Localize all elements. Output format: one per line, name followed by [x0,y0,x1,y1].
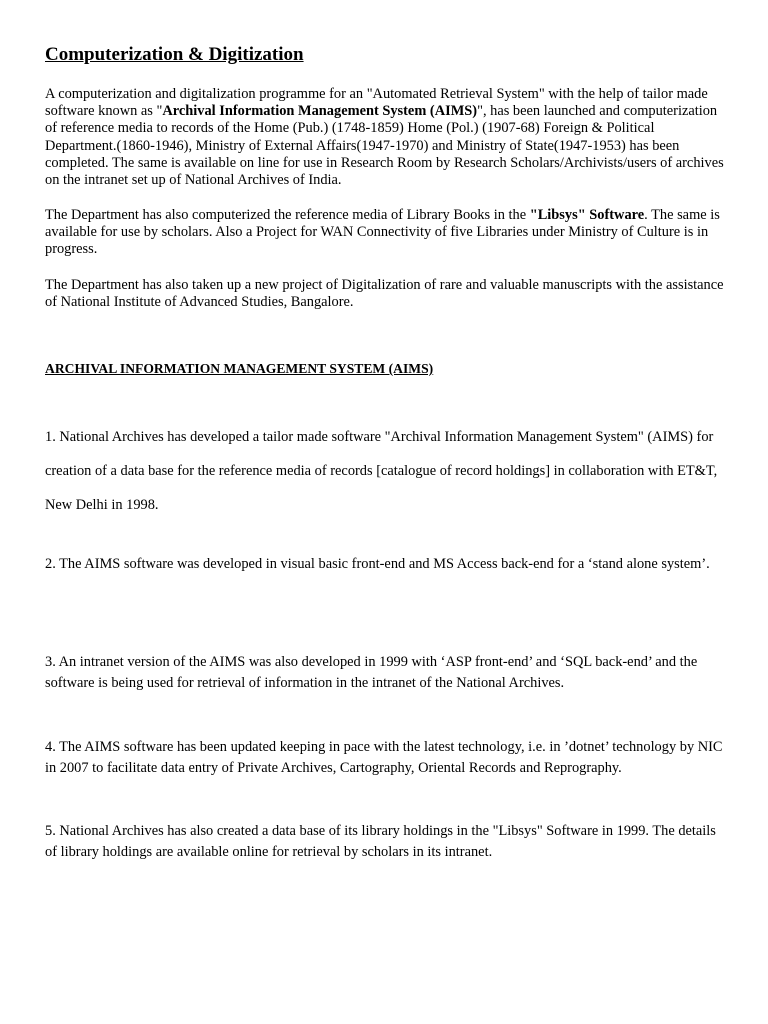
intro-paragraph-1-text-a: A computerization and digitalization programme for an "Automated Retrieval System" with the help of tailor made software known as " [45,86,708,120]
list-item-3: 3. An intranet version of the AIMS was also developed in 1999 with ‘ASP front-end’ and ‘SQL back-end’ and the software is being used for retrieval of information in the intranet of the National Archives. [45,654,698,691]
list-item-2: 2. The AIMS software was developed in visual basic front-end and MS Access back-end for a ‘stand alone system’. [45,556,710,572]
section-heading: ARCHIVAL INFORMATION MANAGEMENT SYSTEM (AIMS) [45,361,434,376]
list-item-4: 4. The AIMS software has been updated keeping in pace with the latest technology, i.e. in ’dotnet’ technology by NIC in 2007 to facilitate data entry of Private Archives, Cartography, Oriental Records and Reprography. [45,739,723,776]
list-item-5: 5. National Archives has also created a data base of its library holdings in the "Libsys" Software in 1999. The details of library holdings are available online for retrieval by scholars in its intranet. [45,823,716,860]
intro-paragraph-2 [45,207,725,259]
intro-paragraph-3: The Department has also taken up a new project of Digitalization of rare and valuable manuscripts with the assistance of National Institute of Advanced Studies, Bangalore. [45,277,724,311]
intro-paragraph-2-bold: "Libsys" Software [529,207,645,223]
page-title: Computerization & Digitization [45,44,304,65]
list-item-1: 1. National Archives has developed a tailor made software "Archival Information Management System" (AIMS) for creation of a data base for the reference media of records [catalogue of record holdings] in collaboration with ET&T, New Delhi in 1998. [45,429,718,513]
intro-paragraph-2-text-a: The Department has also computerized the reference media of Library Books in the [45,207,530,223]
intro-paragraph-1 [45,86,725,189]
intro-paragraph-1-bold: Archival Information Management System (AIMS) [162,103,478,120]
intro-paragraph-1-text-c: ", has been launched and computerization of reference media to records of the Home (Pub.) (1748-1859) Home (Pol.) (1907-68) Foreign & Political Department.(1860-1946), Ministry of External Affairs(1947-1970) and Ministry of State(1947-1953) has been completed. The same is available on line for use in Research Room by Research Scholars/Archivists/users of archives on the intranet set up of National Archives of India. [45,103,724,189]
intro-paragraph-2-text-c: . The same is available for use by scholars. Also a Project for WAN Connectivity of five Libraries under Ministry of Culture is in progress. [45,207,720,258]
